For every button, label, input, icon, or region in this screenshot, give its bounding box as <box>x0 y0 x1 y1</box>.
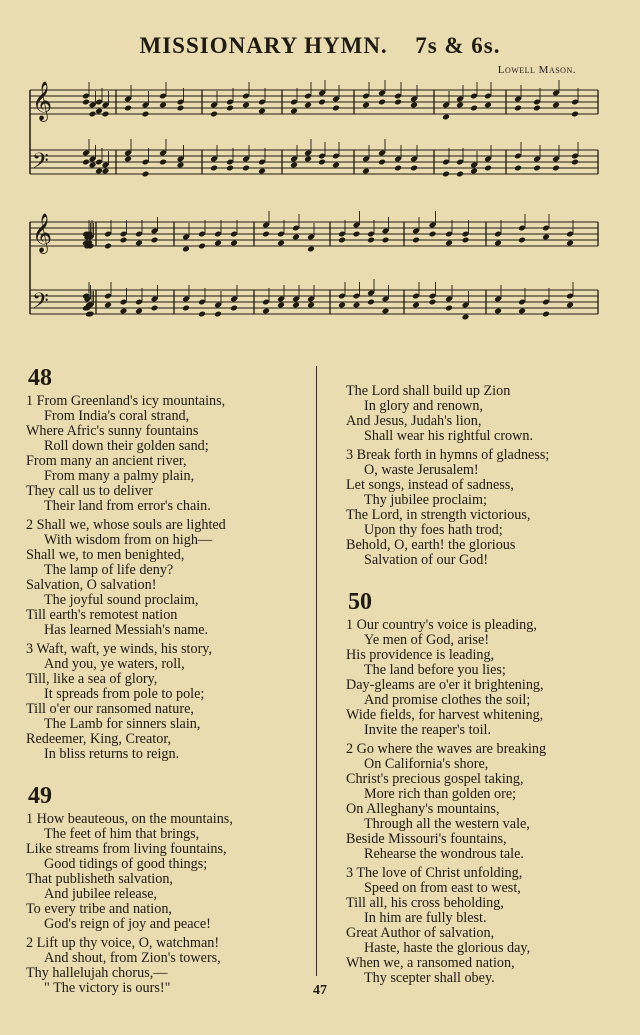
note-head <box>95 108 103 115</box>
hymn-meter: 7s & 6s. <box>415 33 501 58</box>
note-head <box>258 168 266 175</box>
verse-line: From many a palmy plain, <box>44 468 195 484</box>
hymn-49-start <box>26 782 326 996</box>
note-head <box>566 302 574 309</box>
verse-line: Till o'er our ransomed nature, <box>26 701 194 717</box>
verse-line: Has learned Messiah's name. <box>44 622 209 638</box>
verse-line: Salvation of our God! <box>364 552 489 568</box>
note-head <box>462 314 470 321</box>
note-head <box>542 234 550 241</box>
note-head <box>410 165 418 172</box>
verse-line: On Alleghany's mountains, <box>346 801 500 817</box>
note-head <box>514 165 522 172</box>
note-head <box>292 234 300 241</box>
note-head <box>290 108 298 115</box>
verse-line: Rehearse the wondrous tale. <box>364 846 524 862</box>
verse-line: It spreads from pole to pole; <box>44 686 205 702</box>
note-head <box>456 171 464 178</box>
note-head <box>214 240 222 247</box>
verse-line: The lamp of life deny? <box>44 562 174 578</box>
composer-credit: Lowell Mason. <box>497 64 576 76</box>
verse-line: 2 Lift up thy voice, O, watchman! <box>26 935 220 951</box>
verse-line: The Lamb for sinners slain, <box>44 716 201 732</box>
note-head <box>412 302 420 309</box>
note-head <box>102 111 110 118</box>
note-head <box>135 308 143 315</box>
verse-line: Wide fields, for harvest whitening, <box>346 707 544 723</box>
note-head <box>95 168 103 175</box>
hymn-48-verses <box>26 394 326 762</box>
column-divider <box>316 366 317 976</box>
treble-clef-icon: 𝄞 <box>32 213 53 253</box>
note-head <box>378 159 386 166</box>
note-head <box>542 311 550 318</box>
verse-line: On California's shore, <box>364 756 489 772</box>
verse-line: Thy jubilee proclaim; <box>364 492 487 508</box>
note-head <box>382 237 390 244</box>
note-head <box>442 114 450 121</box>
verse-line: More rich than golden ore; <box>364 786 517 802</box>
note-head <box>151 305 159 312</box>
verse-line: Till earth's remotest nation <box>26 607 178 623</box>
verse-line: That publisheth salvation, <box>26 871 173 887</box>
verse-line: With wisdom from on high— <box>44 532 213 548</box>
verse-line: Great Author of salvation, <box>346 925 495 941</box>
note-head <box>445 305 453 312</box>
verse-line: Where Afric's sunny fountains <box>26 423 199 439</box>
verse-line: Speed on from east to west, <box>364 880 521 896</box>
left-column <box>26 362 326 996</box>
note-head <box>367 237 375 244</box>
verse-line: Till all, his cross beholding, <box>346 895 504 911</box>
bass-clef-icon: 𝄢 <box>32 289 49 319</box>
verse-line: Invite the reaper's toil. <box>364 722 492 738</box>
note-head <box>159 159 167 166</box>
note-head <box>120 308 128 315</box>
verse-line: 2 Go where the waves are breaking <box>346 741 547 757</box>
verse-line: Good tidings of good things; <box>44 856 208 872</box>
note-head <box>210 165 218 172</box>
note-head <box>318 99 326 106</box>
note-head <box>353 231 361 238</box>
note-head <box>484 102 492 109</box>
note-head <box>262 308 270 315</box>
note-head <box>262 231 270 238</box>
verse-line: In him are fully blest. <box>364 910 487 926</box>
note-head <box>258 108 266 115</box>
note-head <box>177 105 185 112</box>
note-head <box>378 99 386 106</box>
note-head <box>332 105 340 112</box>
note-head <box>518 237 526 244</box>
note-head <box>304 102 312 109</box>
note-head <box>210 111 218 118</box>
verse-line: The Lord shall build up Zion <box>346 383 511 399</box>
note-head <box>82 99 90 106</box>
hymn-49-verses-right <box>346 384 640 568</box>
verse-line: 3 Waft, waft, ye winds, his story, <box>26 641 213 657</box>
verse-line: In glory and renown, <box>364 398 483 414</box>
note-head <box>514 105 522 112</box>
bass-clef-icon: 𝄢 <box>32 149 49 179</box>
note-head <box>338 237 346 244</box>
hymn-49-verses-left <box>26 812 326 996</box>
note-head <box>533 105 541 112</box>
verse-line: Haste, haste the glorious day, <box>364 940 531 956</box>
verse-line: Salvation, O salvation! <box>26 577 157 593</box>
note-head <box>230 240 238 247</box>
verse-line: And jubilee release, <box>44 886 158 902</box>
note-head <box>242 102 250 109</box>
note-head <box>124 105 132 112</box>
verse-line: Like streams from living fountains, <box>26 841 227 857</box>
note-head <box>292 302 300 309</box>
note-head <box>142 171 150 178</box>
note-head <box>277 240 285 247</box>
note-head <box>456 102 464 109</box>
verse-line: Till, like a sea of glory, <box>26 671 158 687</box>
verse-line: God's reign of joy and peace! <box>44 916 211 932</box>
note-head <box>198 243 206 250</box>
note-head <box>338 302 346 309</box>
verse-line: Beside Missouri's fountains, <box>346 831 507 847</box>
note-head <box>214 311 222 318</box>
note-head <box>226 165 234 172</box>
note-head <box>353 302 361 309</box>
verse-line: From many an ancient river, <box>26 453 187 469</box>
note-head <box>429 299 437 306</box>
note-head <box>362 102 370 109</box>
verse-line: 1 From Greenland's icy mountains, <box>26 393 226 409</box>
verse-line: The feet of him that brings, <box>44 826 200 842</box>
note-head <box>124 156 132 163</box>
note-head <box>120 237 128 244</box>
music-score <box>24 80 604 360</box>
verse-line: The joyful sound proclaim, <box>44 592 199 608</box>
note-head <box>318 159 326 166</box>
verse-line: They call us to deliver <box>26 483 153 499</box>
page-title <box>0 33 640 59</box>
hymn-48 <box>26 364 326 762</box>
note-head <box>89 111 97 118</box>
verse-line: 2 Shall we, whose souls are lighted <box>26 517 226 533</box>
verse-line: Behold, O, earth! the glorious <box>346 537 516 553</box>
verse-line: Their land from error's chain. <box>44 498 211 514</box>
verse-line: Let songs, instead of sadness, <box>346 477 514 493</box>
note-head <box>242 165 250 172</box>
verse-line: Day-gleams are o'er it brightening, <box>346 677 544 693</box>
hymn-number: 49 <box>28 783 52 809</box>
note-head <box>394 165 402 172</box>
verse-line: In bliss returns to reign. <box>44 746 180 762</box>
note-head <box>104 243 112 250</box>
note-head <box>104 302 112 309</box>
note-head <box>102 168 110 175</box>
verse-line: Christ's precious gospel taking, <box>346 771 524 787</box>
page-number: 47 <box>313 983 327 998</box>
verse-line: O, waste Jerusalem! <box>364 462 479 478</box>
note-head <box>230 305 238 312</box>
note-head <box>142 111 150 118</box>
note-head <box>442 171 450 178</box>
note-head <box>182 246 190 253</box>
verse-line: Roll down their golden sand; <box>44 438 209 454</box>
note-head <box>494 308 502 315</box>
verse-line: Redeemer, King, Creator, <box>26 731 172 747</box>
note-head <box>198 311 206 318</box>
note-head <box>135 240 143 247</box>
right-column <box>346 384 640 986</box>
note-head <box>367 299 375 306</box>
note-head <box>307 302 315 309</box>
note-head <box>412 237 420 244</box>
note-head <box>470 105 478 112</box>
note-head <box>82 159 90 166</box>
note-head <box>151 237 159 244</box>
note-head <box>182 305 190 312</box>
verse-line: The Lord, in strength victorious, <box>346 507 531 523</box>
verse-line: Ye men of God, arise! <box>364 632 490 648</box>
treble-clef-icon: 𝄞 <box>32 81 53 121</box>
verse-line: Shall wear his rightful crown. <box>364 428 534 444</box>
verse-line: And you, ye waters, roll, <box>44 656 185 672</box>
verse-line: Thy hallelujah chorus,— <box>26 965 168 981</box>
verse-line: 3 Break forth in hymns of gladness; <box>346 447 550 463</box>
note-head <box>552 102 560 109</box>
hymn-number: 50 <box>348 589 372 615</box>
verse-line: To every tribe and nation, <box>26 901 172 917</box>
hymn-50 <box>346 588 640 986</box>
verse-line: The land before you lies; <box>364 662 506 678</box>
note-head <box>533 165 541 172</box>
verse-line: 1 Our country's voice is pleading, <box>346 617 537 633</box>
note-head <box>362 168 370 175</box>
verse-line: And shout, from Zion's towers, <box>44 950 221 966</box>
verse-line: His providence is leading, <box>346 647 495 663</box>
note-head <box>552 165 560 172</box>
note-head <box>484 165 492 172</box>
note-head <box>382 308 390 315</box>
verse-line: And promise clothes the soil; <box>364 692 531 708</box>
verse-line: And Jesus, Judah's lion, <box>346 413 482 429</box>
note-head <box>445 240 453 247</box>
note-head <box>518 308 526 315</box>
note-head <box>307 246 315 253</box>
note-head <box>226 105 234 112</box>
note-head <box>304 156 312 163</box>
note-head <box>394 99 402 106</box>
note-head <box>462 237 470 244</box>
note-head <box>89 162 97 169</box>
verse-line: Shall we, to men benighted, <box>26 547 185 563</box>
note-head <box>571 159 579 166</box>
note-head <box>429 231 437 238</box>
verse-line: From India's coral strand, <box>44 408 190 424</box>
note-head <box>277 302 285 309</box>
hymn-number: 48 <box>28 365 52 391</box>
note-head <box>332 162 340 169</box>
verse-line: Upon thy foes hath trod; <box>364 522 503 538</box>
note-head <box>571 111 579 118</box>
verse-line: When we, a ransomed nation, <box>346 955 515 971</box>
verse-line: Through all the western vale, <box>364 816 530 832</box>
hymn-50-verses <box>346 618 640 986</box>
note-head <box>410 102 418 109</box>
note-head <box>159 102 167 109</box>
verse-line: Thy scepter shall obey. <box>364 970 495 986</box>
note-head <box>290 162 298 169</box>
note-head <box>470 168 478 175</box>
note-head <box>566 240 574 247</box>
verse-line: 1 How beauteous, on the mountains, <box>26 811 233 827</box>
note-head <box>177 162 185 169</box>
hymn-title: MISSIONARY HYMN. <box>139 33 388 58</box>
verse-line: 3 The love of Christ unfolding, <box>346 865 523 881</box>
note-head <box>494 240 502 247</box>
verse-line: " The victory is ours!" <box>44 980 171 996</box>
